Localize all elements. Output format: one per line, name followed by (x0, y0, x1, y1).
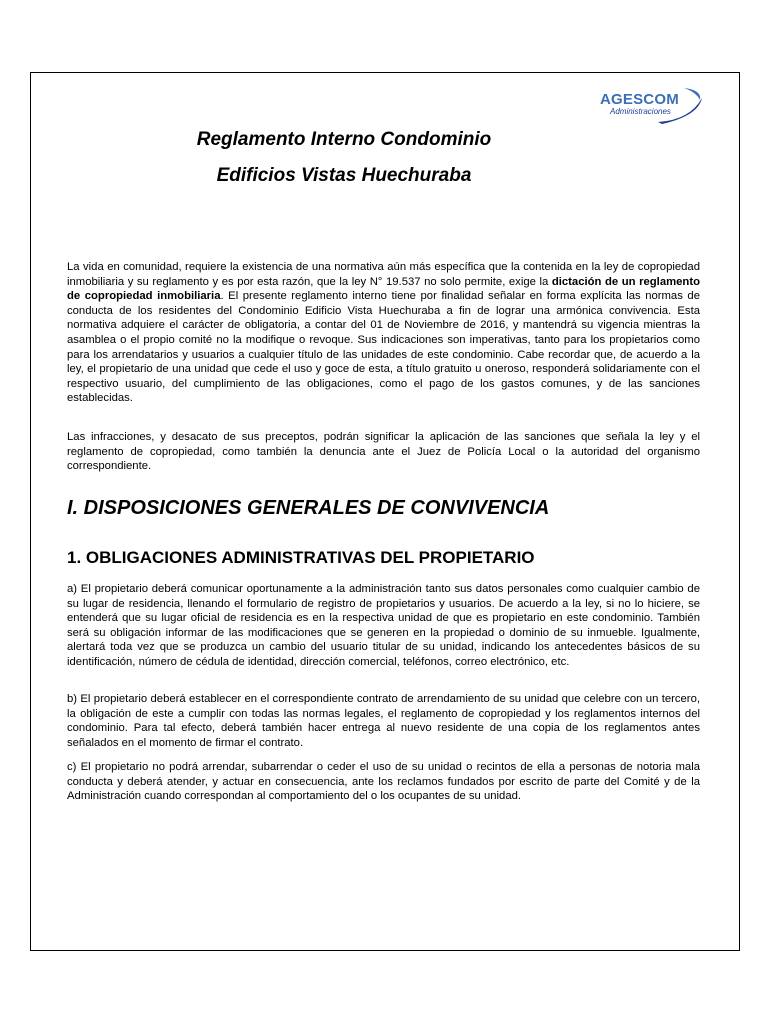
document-title-line1: Reglamento Interno Condominio (196, 129, 492, 150)
logo-name: AGESCOM (600, 91, 679, 108)
intro-text-start: La vida en comunidad, requiere la existencia de una normativa aún más específica que la contenida en la ley de copropiedad inmobiliaria y su reglamento y es por esta razón, que la ley N° 19.537 no solo permite, exige la (67, 261, 700, 288)
clause-a: a) El propietario deberá comunicar oportunamente a la administración tanto sus datos personales como cualquier cambio de su lugar de residencia, llenando el formulario de registro de propietarios y usuarios. De acuerdo a la ley, si no lo hiciere, se entenderá que su lugar oficial de residencia es en la respectiva unidad de que es propietario en este condominio. También será su obligación informar de las modificaciones que se generen en la propiedad o dominio de su inmueble. Igualmente, alertará toda vez que se produzca un cambio del usuario titular de su unidad, indicando los antecedentes básicos de su identificación, número de cédula de identidad, dirección comercial, teléfonos, correo electrónico, etc. (67, 583, 700, 668)
logo-subtitle: Administraciones (610, 107, 671, 116)
infracciones-paragraph: Las infracciones, y desacato de sus preceptos, podrán significar la aplicación de las sanciones que señala la ley y el reglamento de copropiedad, como también la denuncia ante el Juez de Policía Local o la autoridad del organismo correspondiente. (67, 431, 700, 473)
intro-bold-text: dictación de un reglamento de copropiedad inmobiliaria (67, 275, 700, 303)
intro-paragraph (67, 260, 700, 406)
document-title-line2: Edificios Vistas Huechuraba (216, 165, 472, 186)
agescom-logo (598, 86, 706, 126)
intro-text-end: . El presente reglamento interno tiene por finalidad señalar en forma explícita las normas de conducta de los residentes del Condominio Edificio Vista Huechuraba a fin de lograr una armónica convivencia. Esta normativa adquiere el carácter de obligatoria, a contar del 01 de Noviembre de 2016, y mantendrá su vigencia mientras la asamblea o el propio comité no la modifique o revoque. Sus indicaciones son imperativas, tanto para los propietarios como para los arrendatarios y usuarios a cualquier título de las unidades de este condominio. Cabe recordar que, de acuerdo a la ley, el propietario de una unidad que cede el uso y goce de esta, a título gratuito u oneroso, responderá solidariamente con el respectivo usuario, del cumplimiento de las obligaciones, como el pago de los gastos comunes, y de las sanciones establecidas. (67, 290, 700, 405)
section-subheading: 1. OBLIGACIONES ADMINISTRATIVAS DEL PROPIETARIO (67, 548, 535, 567)
section-heading: I. DISPOSICIONES GENERALES DE CONVIVENCIA (67, 497, 550, 519)
clause-c: c) El propietario no podrá arrendar, subarrendar o ceder el uso de su unidad o recintos de ella a personas de notoria mala conducta y deberá atender, y actuar en consecuencia, ante los reclamos fundados por escrito de parte del Comité y de la Administración cuando correspondan al comportamiento del o los ocupantes de su unidad. (67, 761, 700, 803)
clause-b: b) El propietario deberá establecer en el correspondiente contrato de arrendamiento de su unidad que celebre con un tercero, la obligación de este a cumplir con todas las normas legales, el reglamento de copropiedad y los reglamentos internos del condominio. Para tal efecto, deberá también hacer entrega al nuevo residente de una copia de los reglamentos antes señalados en el momento de firmar el contrato. (67, 693, 700, 749)
